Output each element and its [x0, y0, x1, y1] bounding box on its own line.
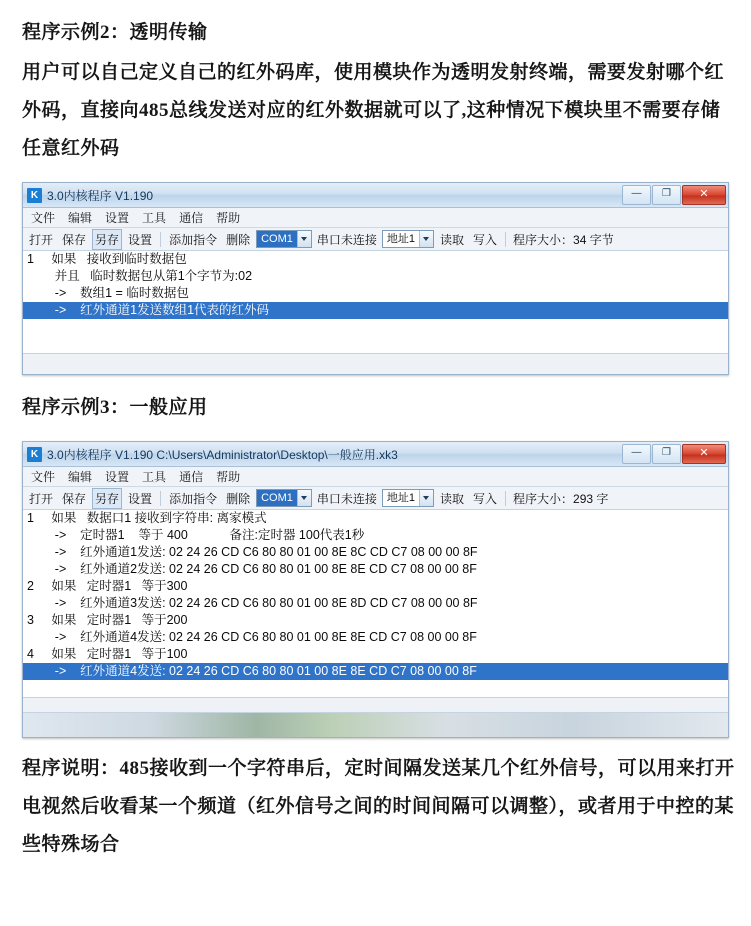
app-logo-icon: K	[27, 188, 42, 203]
window-2-controls	[622, 444, 726, 464]
toolbar-read-button[interactable]: 读取	[440, 491, 465, 506]
toolbar-save-button[interactable]: 保存	[62, 232, 87, 247]
address-value: 地址1	[383, 231, 419, 247]
menu-item-edit[interactable]: 编辑	[68, 470, 93, 484]
program-line[interactable]: -> 红外通道1发送: 02 24 26 CD C6 80 80 01 00 8E 8C CD C7 08 00 00 8F	[27, 545, 478, 559]
toolbar-save-as-button[interactable]: 另存	[92, 488, 122, 509]
chevron-down-icon	[297, 490, 311, 506]
menu-item-tools[interactable]: 工具	[142, 470, 167, 484]
program-line[interactable]: 1 如果 数据口1 接收到字符串: 离家模式	[27, 511, 267, 525]
serial-port-select[interactable]	[256, 489, 312, 507]
section-3-note: 程序说明：485接收到一个字符串后，定时间隔发送某几个红外信号，可以用来打开电视然后收看某一个频道（红外信号之间的时间间隔可以调整），或者用于中控的某些特殊场合	[22, 758, 735, 855]
toolbar-separator	[160, 491, 161, 506]
window-1-title: 3.0内核程序 V1.190	[47, 188, 154, 203]
toolbar-separator	[505, 491, 506, 506]
maximize-button[interactable]	[652, 185, 681, 205]
toolbar-settings-button[interactable]: 设置	[128, 491, 153, 506]
program-line[interactable]: -> 数组1 = 临时数据包	[27, 286, 189, 300]
program-line[interactable]: 并且 临时数据包从第1个字节为:02	[27, 269, 253, 283]
toolbar-write-button[interactable]: 写入	[473, 232, 498, 247]
toolbar-settings-button[interactable]: 设置	[128, 232, 153, 247]
window-2-titlebar[interactable]	[23, 442, 728, 467]
program-line[interactable]: -> 红外通道4发送: 02 24 26 CD C6 80 80 01 00 8E 8E CD C7 08 00 00 8F	[27, 630, 477, 644]
toolbar-write-button[interactable]: 写入	[473, 491, 498, 506]
window-1-statusbar	[23, 353, 728, 368]
toolbar-separator	[505, 232, 506, 247]
chevron-down-icon	[297, 231, 311, 247]
menu-item-help[interactable]: 帮助	[216, 211, 241, 225]
window-2-title: 3.0内核程序 V1.190 C:\Users\Administrator\Desktop\一般应用.xk3	[47, 447, 398, 462]
app-window-1	[22, 182, 729, 375]
window-2-toolbar	[23, 487, 728, 510]
menu-item-file[interactable]: 文件	[31, 211, 56, 225]
address-select[interactable]	[382, 489, 434, 507]
app-window-2	[22, 441, 729, 738]
program-line[interactable]: -> 红外通道2发送: 02 24 26 CD C6 80 80 01 00 8E 8E CD C7 08 00 00 8F	[27, 562, 477, 576]
menu-item-settings[interactable]: 设置	[105, 470, 130, 484]
address-value: 地址1	[383, 490, 419, 506]
maximize-button[interactable]	[652, 444, 681, 464]
serial-port-select[interactable]	[256, 230, 312, 248]
minimize-button[interactable]	[622, 444, 651, 464]
close-button[interactable]	[682, 185, 726, 205]
screenshot-window-1-wrapper	[22, 182, 729, 375]
window-2-menubar	[23, 467, 728, 487]
menu-item-file[interactable]: 文件	[31, 470, 56, 484]
toolbar-separator	[160, 232, 161, 247]
program-line[interactable]: 2 如果 定时器1 等于300	[27, 579, 188, 593]
toolbar-read-button[interactable]: 读取	[440, 232, 465, 247]
program-line[interactable]: 4 如果 定时器1 等于100	[27, 647, 188, 661]
close-icon: ✕	[699, 447, 709, 459]
toolbar-add-command-button[interactable]: 添加指令	[169, 491, 218, 506]
program-line[interactable]: -> 定时器1 等于 400 备注:定时器 100代表1秒	[27, 528, 365, 542]
serial-status-label: 串口未连接	[316, 491, 377, 506]
program-line[interactable]: 1 如果 接收到临时数据包	[27, 252, 187, 266]
program-line[interactable]	[23, 680, 728, 697]
section-2-body: 用户可以自己定义自己的红外码库，使用模块作为透明发射终端，需要发射哪个红外码，直接向485总线发送对应的红外数据就可以了,这种情况下模块里不需要存储任意红外码	[22, 62, 725, 159]
menu-item-tools[interactable]: 工具	[142, 211, 167, 225]
program-line[interactable]: -> 红外通道3发送: 02 24 26 CD C6 80 80 01 00 8E 8D CD C7 08 00 00 8F	[27, 596, 478, 610]
program-line[interactable]: 3 如果 定时器1 等于200	[27, 613, 188, 627]
menu-item-communication[interactable]: 通信	[179, 470, 204, 484]
chevron-down-icon	[419, 231, 433, 247]
app-logo-icon: K	[27, 447, 42, 462]
toolbar-add-command-button[interactable]: 添加指令	[169, 232, 218, 247]
serial-status-label: 串口未连接	[316, 232, 377, 247]
program-line-selected[interactable]: -> 红外通道1发送数组1代表的红外码	[23, 302, 728, 319]
minimize-button[interactable]	[622, 185, 651, 205]
chevron-down-icon	[419, 490, 433, 506]
toolbar-save-button[interactable]: 保存	[62, 491, 87, 506]
toolbar-delete-button[interactable]: 删除	[226, 491, 251, 506]
program-line-selected[interactable]: -> 红外通道4发送: 02 24 26 CD C6 80 80 01 00 8E 8E CD C7 08 00 00 8F	[23, 663, 728, 680]
window-2-program-list[interactable]	[23, 510, 728, 697]
window-2-statusbar	[23, 697, 728, 712]
minimize-icon: —	[631, 447, 642, 458]
close-icon: ✕	[699, 188, 709, 200]
menu-item-settings[interactable]: 设置	[105, 211, 130, 225]
program-size-label: 程序大小：34 字节	[513, 232, 614, 247]
window-1-controls	[622, 185, 726, 205]
section-3-title: 程序示例3：一般应用	[22, 397, 208, 418]
menu-item-help[interactable]: 帮助	[216, 470, 241, 484]
close-button[interactable]	[682, 444, 726, 464]
window-1-program-list[interactable]	[23, 251, 728, 353]
window-1-menubar	[23, 208, 728, 228]
program-line[interactable]	[23, 336, 728, 353]
section-2-title: 程序示例2：透明传输	[22, 22, 208, 43]
serial-port-value: COM1	[257, 231, 297, 247]
screenshot-window-2-wrapper	[22, 441, 729, 738]
menu-item-edit[interactable]: 编辑	[68, 211, 93, 225]
toolbar-open-button[interactable]: 打开	[29, 491, 54, 506]
maximize-icon: ❐	[662, 188, 671, 199]
address-select[interactable]	[382, 230, 434, 248]
maximize-icon: ❐	[662, 447, 671, 458]
program-size-label: 程序大小：293 字	[513, 491, 609, 506]
menu-item-communication[interactable]: 通信	[179, 211, 204, 225]
window-1-bottom-padding	[23, 368, 728, 374]
window-1-titlebar[interactable]	[23, 183, 728, 208]
program-line[interactable]	[23, 319, 728, 336]
window-1-toolbar	[23, 228, 728, 251]
toolbar-open-button[interactable]: 打开	[29, 232, 54, 247]
desktop-background-strip	[23, 712, 728, 737]
toolbar-save-as-button[interactable]: 另存	[92, 229, 122, 250]
serial-port-value: COM1	[257, 490, 297, 506]
toolbar-delete-button[interactable]: 删除	[226, 232, 251, 247]
minimize-icon: —	[631, 188, 642, 199]
